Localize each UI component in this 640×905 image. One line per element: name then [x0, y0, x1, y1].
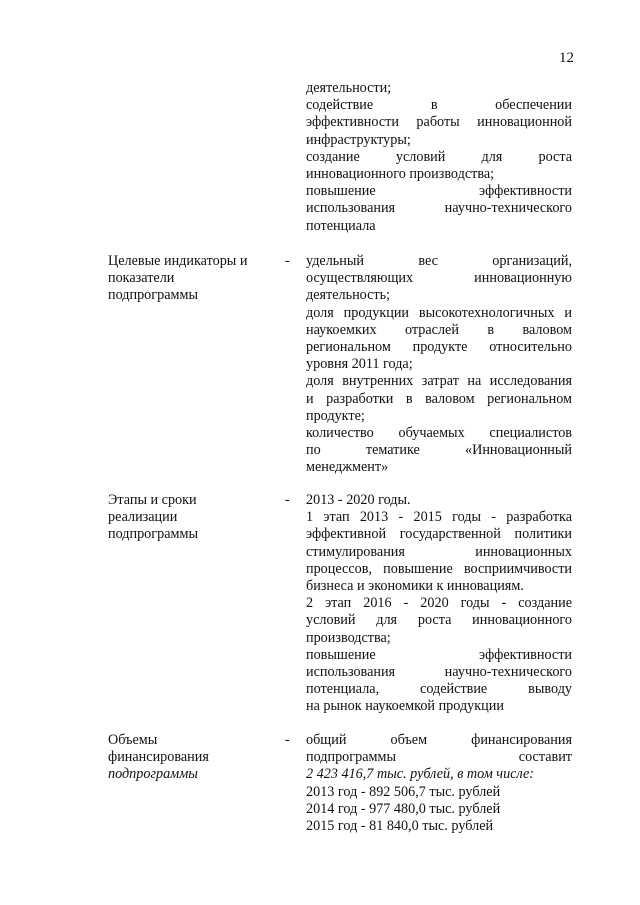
text-line: 2013 - 2020 годы. [306, 492, 411, 508]
text-line: на рынок наукоемкой продукции [306, 698, 504, 715]
text-line: повышение эффективности [306, 646, 572, 663]
dash-separator: - [285, 492, 290, 508]
text-line: эффективности работы инновационной [306, 114, 572, 131]
text-line: региональном продукте относительно [306, 338, 572, 355]
text-line: менеджмент» [306, 459, 389, 476]
label-line: Этапы и сроки [108, 492, 197, 508]
text-line: потенциала [306, 217, 376, 234]
text-line: доля продукции высокотехнологичных и [306, 304, 572, 321]
text-line: деятельность; [306, 287, 391, 304]
text-line: 1 этап 2013 - 2015 годы - разработка [306, 509, 572, 526]
text-line: стимулирования инновационных [306, 543, 572, 560]
text-line: инновационного производства; [306, 165, 495, 182]
continuation-text [306, 80, 572, 235]
text-line: осуществляющих инновационную [306, 270, 572, 287]
text-line: 2013 год - 892 506,7 тыс. рублей [306, 783, 501, 800]
text-line: доля внутренних затрат на исследования [306, 373, 572, 390]
text-line: 2 423 416,7 тыс. рублей, в том числе: [306, 766, 535, 783]
text-line: количество обучаемых специалистов [306, 424, 572, 441]
page-number: 12 [559, 50, 574, 66]
text-line: повышение эффективности [306, 183, 572, 200]
text-line: процессов, повышение восприимчивости [306, 560, 572, 577]
section-label [108, 253, 268, 305]
text-line: содействие в обеспечении [306, 97, 572, 114]
text-line: использования научно-технического [306, 663, 572, 680]
label-line: Целевые индикаторы и [108, 253, 248, 269]
text-line: наукоемких отраслей в валовом [306, 321, 572, 338]
text-line: бизнеса и экономики к инновациям. [306, 577, 524, 594]
section-label [108, 492, 268, 544]
label-line: подпрограммы [108, 526, 198, 543]
text-line: условий для роста инновационного [306, 612, 572, 629]
text-line: по тематике «Инновационный [306, 442, 572, 459]
label-line: подпрограммы [108, 287, 198, 304]
section-content [306, 492, 572, 715]
text-line: 2015 год - 81 840,0 тыс. рублей [306, 817, 494, 834]
section-label [108, 732, 268, 784]
label-line: Объемы [108, 732, 158, 748]
section-content [306, 253, 572, 476]
text-line: удельный вес организаций, [306, 253, 572, 269]
label-line: реализации [108, 509, 178, 526]
text-line: 2014 год - 977 480,0 тыс. рублей [306, 800, 501, 817]
text-line: инфраструктуры; [306, 131, 411, 148]
text-line: уровня 2011 года; [306, 356, 413, 373]
dash-separator: - [285, 253, 290, 269]
text-line: использования научно-технического [306, 200, 572, 217]
text-line: эффективной государственной политики [306, 526, 572, 543]
text-line: общий объем финансирования [306, 732, 572, 748]
text-line: 2 этап 2016 - 2020 годы - создание [306, 595, 572, 612]
label-line: показатели [108, 270, 175, 287]
text-line: продукте; [306, 407, 365, 424]
label-line: финансирования [108, 749, 209, 766]
text-line: потенциала, содействие выводу [306, 681, 572, 698]
dash-separator: - [285, 732, 290, 748]
section-content [306, 732, 572, 835]
text-line: подпрограммы составит [306, 749, 572, 766]
text-line: производства; [306, 629, 391, 646]
text-line: создание условий для роста [306, 148, 572, 165]
text-line: и разработки в валовом региональном [306, 390, 572, 407]
label-line: подпрограммы [108, 766, 198, 783]
text-line: деятельности; [306, 80, 392, 96]
